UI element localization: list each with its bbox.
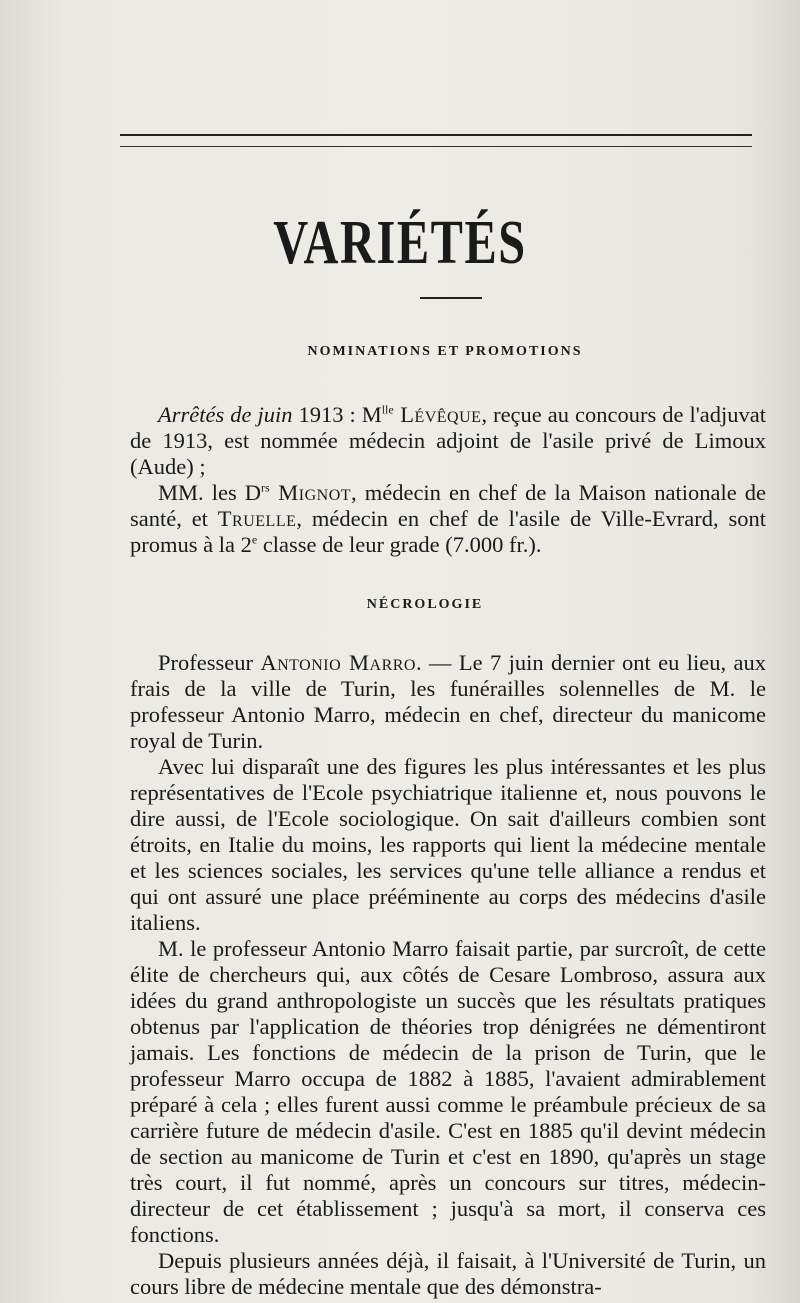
section-heading-necrologie: NÉCROLOGIE <box>366 597 484 612</box>
decree-year: 1913 : M <box>292 402 382 427</box>
nominations-paragraph-1 <box>130 402 766 480</box>
nominations-paragraph-2 <box>130 480 766 558</box>
person-name: Lévêque <box>393 402 482 427</box>
person-name: Mignot <box>269 480 352 505</box>
paragraph-text: . — Le 7 juin dernier ont eu lieu, aux frais de la ville de Turin, les funérailles solennelles de M. le professeur Antonio Marro, médecin en chef, directeur du manicome royal de Turin. <box>130 650 767 753</box>
section-heading-nominations: NOMINATIONS ET PROMOTIONS <box>307 344 583 359</box>
person-name: Antonio Marro <box>260 650 416 675</box>
person-name: Truelle <box>217 506 297 531</box>
paragraph-text: , médecin en chef de l'asile de Ville-Evrard, sont promus à la 2 <box>130 506 767 557</box>
paragraph-text: classe de leur grade (7.000 fr.). <box>257 532 542 557</box>
title-underline <box>420 297 482 299</box>
header-rule-thick <box>120 134 752 136</box>
paragraph-text: MM. les D <box>158 480 262 505</box>
paragraph-text: , reçue au concours de l'adjuvat de 1913, est nommée médecin adjoint de l'asile privé de Limoux (Aude) ; <box>130 402 766 479</box>
page-title: VARIÉTÉS <box>273 209 527 277</box>
paragraph-text: , médecin en chef de la Maison nationale de santé, et <box>130 480 766 531</box>
paragraph-text: Professeur <box>158 650 261 675</box>
necrologie-paragraph-2: Avec lui disparaît une des figures les plus intéressantes et les plus représentatives de l'Ecole psychiatrique italienne et, nous pouvons le dire aussi, de l'Ecole sociologique. On sait d'ailleurs combien sont étroits, en Italie du moins, les rapports qui lient la médecine mentale et les sciences sociales, les services qu'une telle alliance a rendus et qui ont assuré une place prééminente au corps des médecins d'asile italiens. <box>130 754 766 935</box>
decree-date: Arrêtés de juin <box>158 402 293 427</box>
necrologie-text <box>130 650 766 1300</box>
title-abbrev: lle <box>381 402 394 417</box>
header-rule-thin <box>120 146 752 147</box>
necrologie-paragraph-3: M. le professeur Antonio Marro faisait partie, par surcroît, de cette élite de chercheurs qui, aux côtés de Cesare Lombroso, assura aux idées du grand anthropologiste un succès que les résultats pratiques obtenus par l'application de théories trop dénigrées ne démentiront jamais. Les fonctions de médecin de la prison de Turin, que le professeur Marro occupa de 1882 à 1885, l'avaient admirablement préparé à cela ; elles furent aussi comme le préambule précieux de sa carrière future de médecin d'asile. C'est en 1885 qu'il devint médecin de section au manicome de Turin et c'est en 1890, qu'après un stage très court, il fut nommé, après un concours sur titres, médecin-directeur de cet établissement ; jusqu'à sa mort, il conserva ces fonctions. <box>130 936 766 1247</box>
necrologie-paragraph-1 <box>130 650 766 754</box>
necrologie-paragraph-4: Depuis plusieurs années déjà, il faisait, à l'Université de Turin, un cours libre de médecine mentale que des démonstra- <box>130 1248 766 1299</box>
title-abbrev: rs <box>261 480 270 495</box>
nominations-text <box>130 402 766 558</box>
ordinal-suffix: e <box>251 532 258 547</box>
